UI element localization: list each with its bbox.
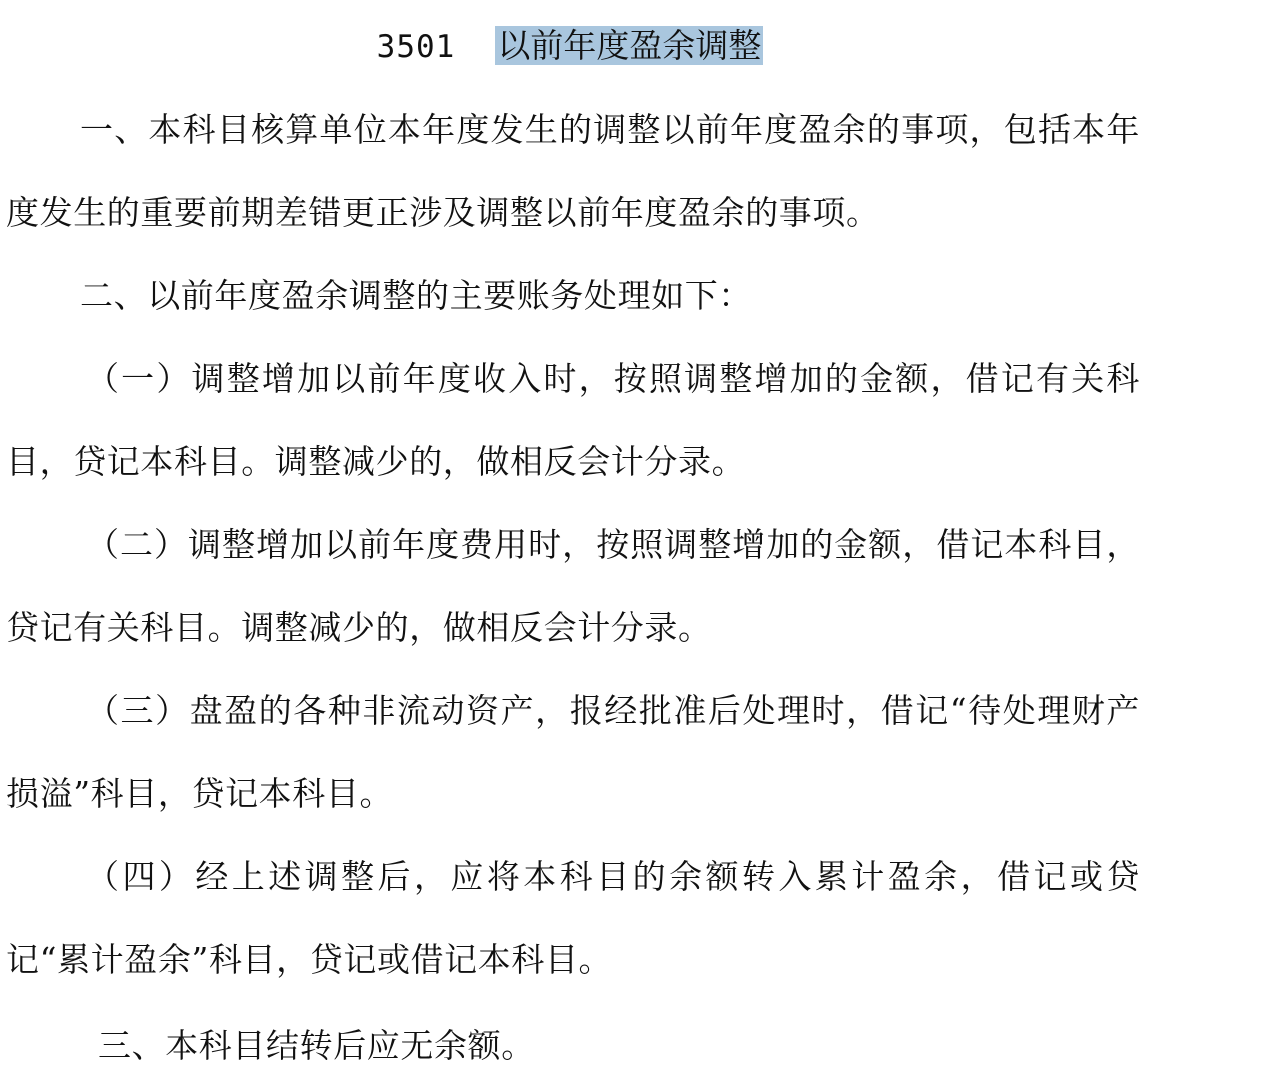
paragraph-no-balance: 三、本科目结转后应无余额。 xyxy=(98,1026,535,1065)
account-name: 以前年度盈余调整 xyxy=(497,26,762,65)
paragraph-asset-surplus: （三）盘盈的各种非流动资产，报经批准后处理时，借记“待处理财产损溢”科目，贷记本科目。 xyxy=(6,691,1140,813)
paragraph-expense-adjustment: （二）调整增加以前年度费用时，按照调整增加的金额，借记本科目，贷记有关科目。调整减少的，做相反会计分录。 xyxy=(6,525,1140,647)
paragraph-revenue-adjustment: （一）调整增加以前年度收入时，按照调整增加的金额，借记有关科目，贷记本科目。调整减少的，做相反会计分录。 xyxy=(6,359,1140,481)
paragraph-main-entries: 二、以前年度盈余调整的主要账务处理如下： xyxy=(80,276,752,315)
account-heading xyxy=(0,20,1140,73)
paragraph-scope: 一、本科目核算单位本年度发生的调整以前年度盈余的事项，包括本年度发生的重要前期差错更正涉及调整以前年度盈余的事项。 xyxy=(6,110,1140,232)
account-code: 3501 xyxy=(376,29,456,65)
paragraph-transfer-balance: （四）经上述调整后，应将本科目的余额转入累计盈余，借记或贷记“累计盈余”科目，贷记或借记本科目。 xyxy=(6,857,1140,979)
